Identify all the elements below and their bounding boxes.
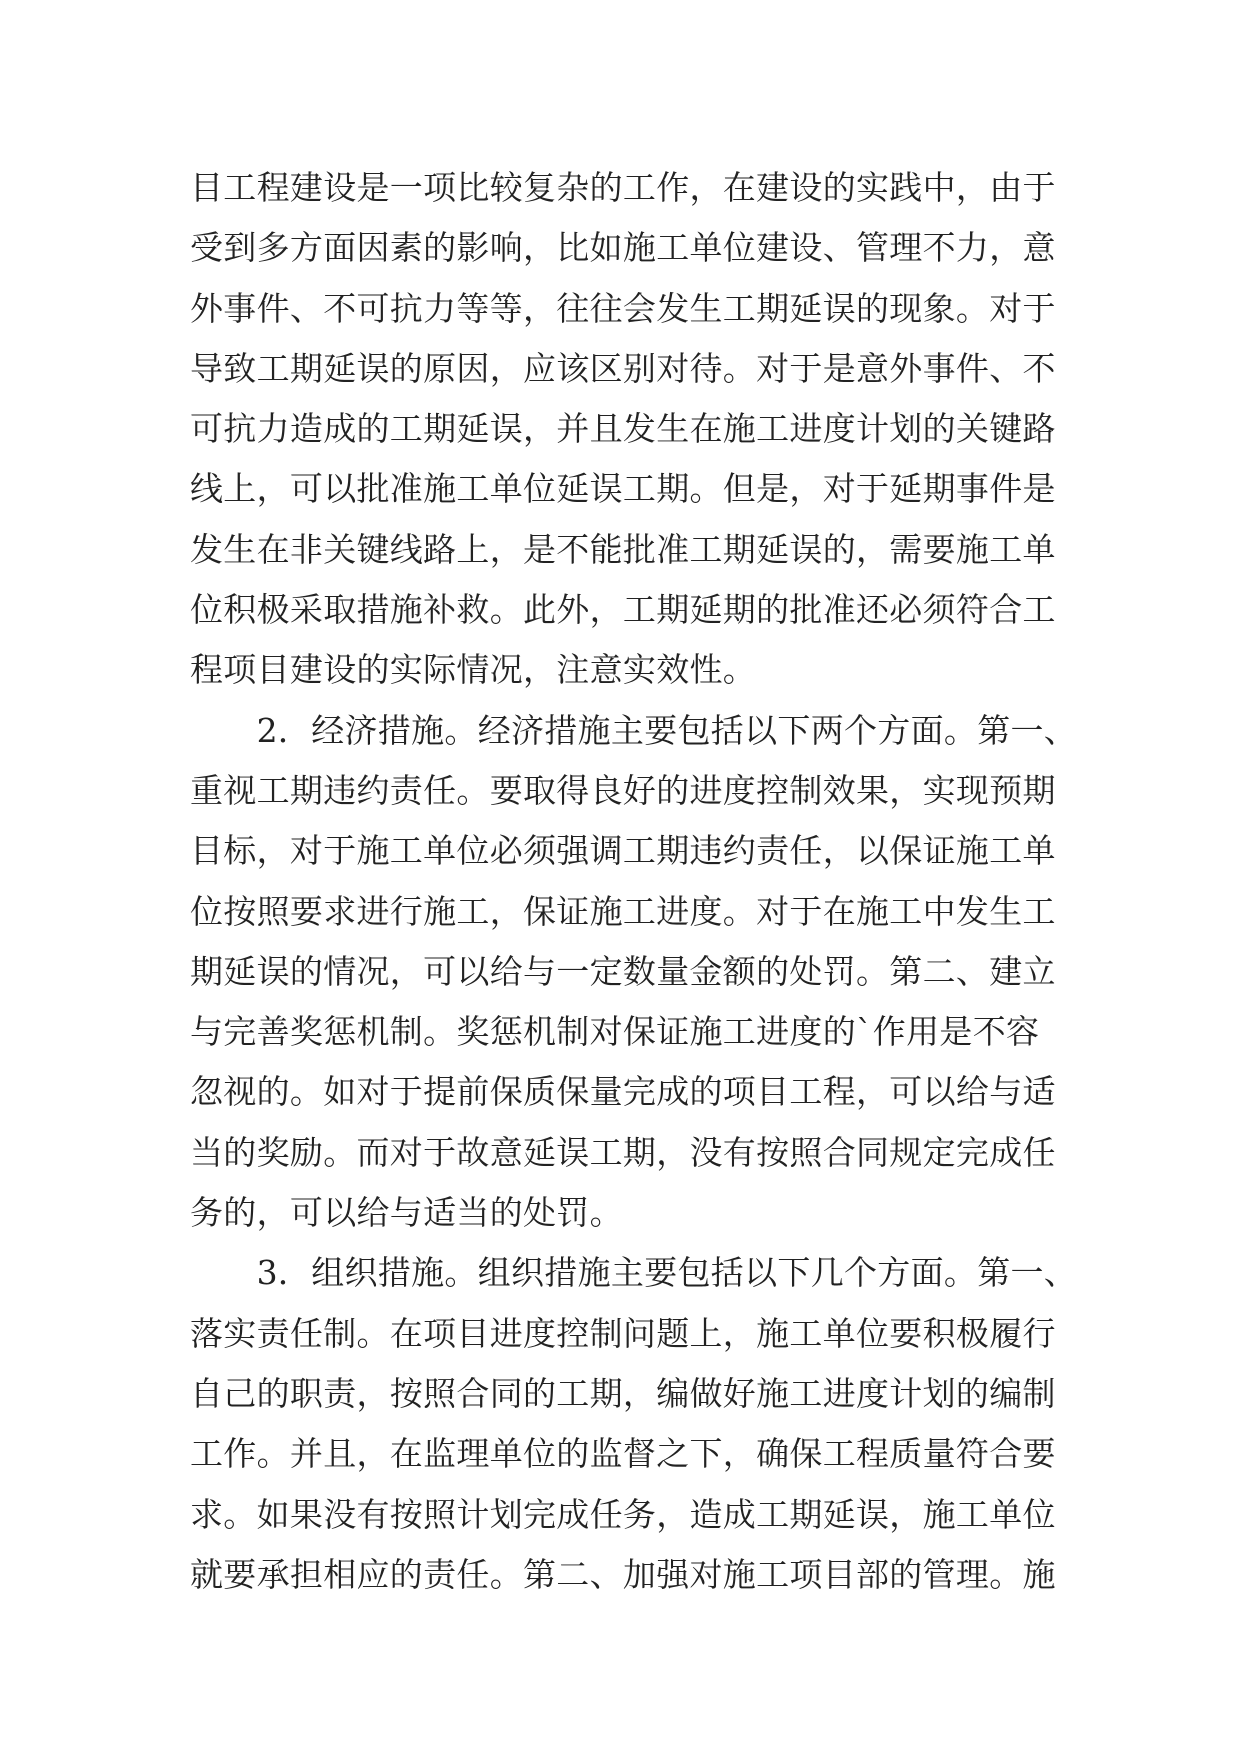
text-line: 落实责任制。在项目进度控制问题上，施工单位要积极履行 [190, 1313, 1056, 1353]
text-line: 忽视的。如对于提前保质保量完成的项目工程，可以给与适 [190, 1072, 1056, 1112]
text-line: 程项目建设的实际情况，注意实效性。 [190, 650, 757, 690]
text-line: 自己的职责，按照合同的工期，编做好施工进度计划的编制 [190, 1373, 1056, 1413]
text-line: 位按照要求进行施工，保证施工进度。对于在施工中发生工 [190, 891, 1056, 931]
text-line: 发生在非关键线路上，是不能批准工期延误的，需要施工单 [190, 529, 1056, 569]
text-line: 求。如果没有按照计划完成任务，造成工期延误，施工单位 [190, 1494, 1056, 1534]
text-line: 就要承担相应的责任。第二、加强对施工项目部的管理。施 [190, 1554, 1056, 1594]
text-line: 受到多方面因素的影响，比如施工单位建设、管理不力，意 [190, 228, 1056, 268]
text-line: 工作。并且，在监理单位的监督之下，确保工程质量符合要 [190, 1434, 1056, 1474]
text-line: 2．经济措施。经济措施主要包括以下两个方面。第一、 [190, 710, 1078, 750]
body-text [190, 158, 1078, 1605]
text-line: 目标，对于施工单位必须强调工期违约责任，以保证施工单 [190, 831, 1056, 871]
text-line: 与完善奖惩机制。奖惩机制对保证施工进度的`作用是不容 [190, 1012, 1040, 1052]
text-line: 期延误的情况，可以给与一定数量金额的处罚。第二、建立 [190, 951, 1056, 991]
text-line: 重视工期违约责任。要取得良好的进度控制效果，实现预期 [190, 770, 1056, 810]
text-line: 务的，可以给与适当的处罚。 [190, 1193, 623, 1233]
text-line: 导致工期延误的原因，应该区别对待。对于是意外事件、不 [190, 348, 1056, 388]
text-line: 可抗力造成的工期延误，并且发生在施工进度计划的关键路 [190, 409, 1056, 449]
text-line: 3．组织措施。组织措施主要包括以下几个方面。第一、 [190, 1253, 1078, 1293]
text-line: 外事件、不可抗力等等，往往会发生工期延误的现象。对于 [190, 288, 1056, 328]
text-line: 线上，可以批准施工单位延误工期。但是，对于延期事件是 [190, 469, 1056, 509]
text-line: 目工程建设是一项比较复杂的工作，在建设的实践中，由于 [190, 168, 1056, 207]
text-line: 当的奖励。而对于故意延误工期，没有按照合同规定完成任 [190, 1132, 1056, 1172]
text-line: 位积极采取措施补救。此外，工期延期的批准还必须符合工 [190, 590, 1056, 630]
